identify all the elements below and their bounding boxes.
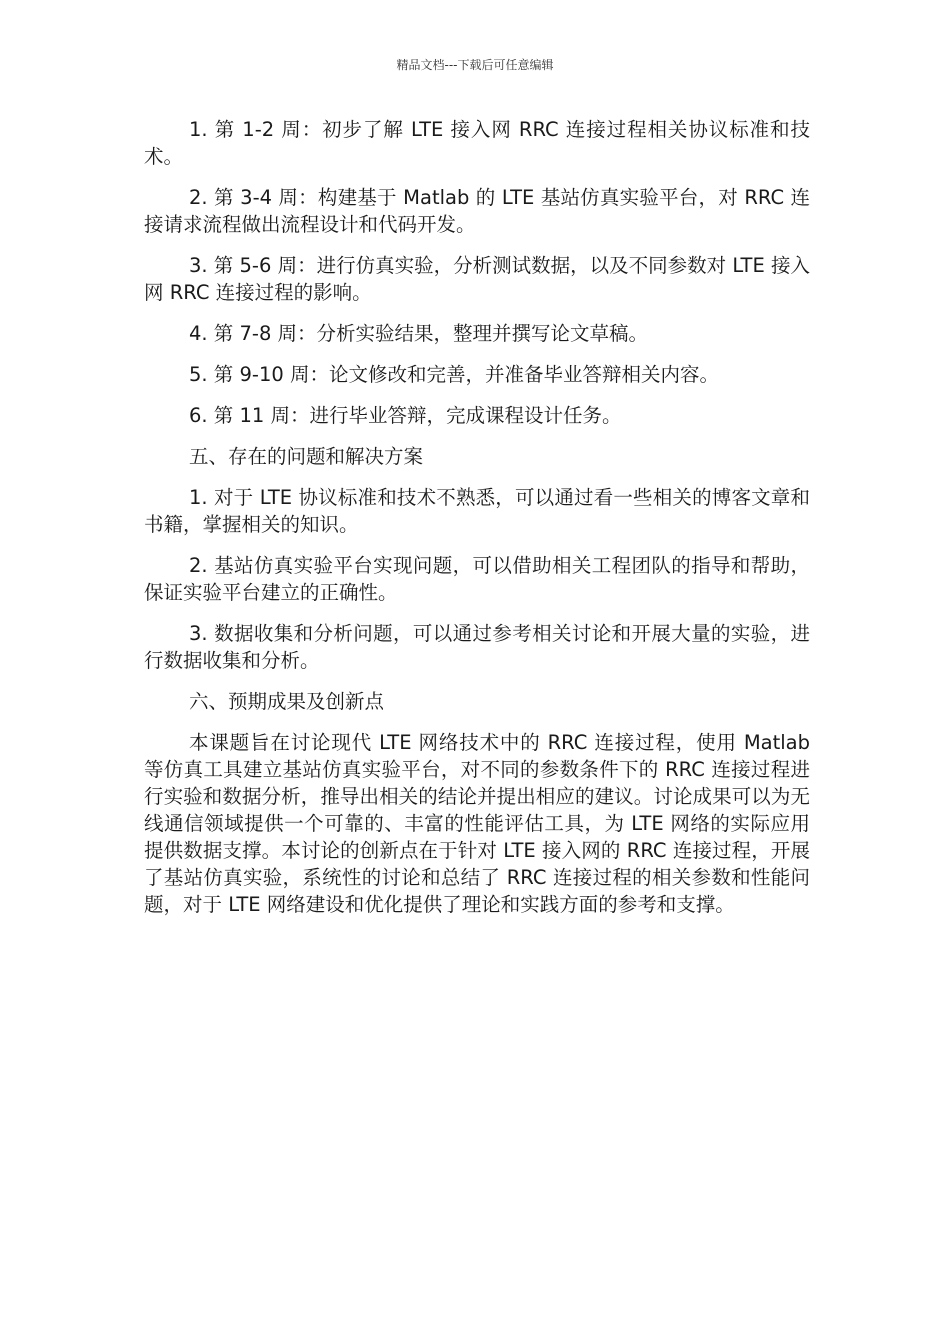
schedule-item-week-9-10: 5. 第 9-10 周：论文修改和完善，并准备毕业答辩相关内容。 [189,363,719,386]
schedule-item-week-7-8: 4. 第 7-8 周：分析实验结果，整理并撰写论文草稿。 [189,322,649,345]
section-heading-problems: 五、存在的问题和解决方案 [189,445,424,468]
problem-item-3: 3. 数据收集和分析问题，可以通过参考相关讨论和开展大量的实验，进行数据收集和分析。 [144,622,810,672]
outcomes-paragraph: 本课题旨在讨论现代 LTE 网络技术中的 RRC 连接过程，使用 Matlab 等仿真工具建立基站仿真实验平台，对不同的参数条件下的 RRC 连接过程进行实验和数据分析，推导出相关的结论并提出相应的建议。讨论成果可以为无线通信领域提供一个可靠的、丰富的性能评估工具，为 LTE 网络的实际应用提供数据支撑。本讨论的创新点在于针对 LTE 接入网的 RRC 连接过程，开展了基站仿真实验，系统性的讨论和总结了 RRC 连接过程的相关参数和性能问题，对于 LTE 网络建设和优化提供了理论和实践方面的参考和支撑。 [144,731,810,916]
schedule-item-week-3-4: 2. 第 3-4 周：构建基于 Matlab 的 LTE 基站仿真实验平台，对 RRC 连接请求流程做出流程设计和代码开发。 [144,186,810,236]
document-body [144,116,810,918]
schedule-item-week-5-6: 3. 第 5-6 周：进行仿真实验，分析测试数据，以及不同参数对 LTE 接入网 RRC 连接过程的影响。 [144,254,810,304]
problem-item-2: 2. 基站仿真实验平台实现问题，可以借助相关工程团队的指导和帮助，保证实验平台建立的正确性。 [144,554,810,604]
schedule-item-week-11: 6. 第 11 周：进行毕业答辩，完成课程设计任务。 [189,404,622,427]
page-header: 精品文档---下载后可任意编辑 [396,58,554,72]
section-heading-outcomes: 六、预期成果及创新点 [189,690,385,713]
schedule-item-week-1-2: 1. 第 1-2 周：初步了解 LTE 接入网 RRC 连接过程相关协议标准和技术。 [144,118,810,168]
problem-item-1: 1. 对于 LTE 协议标准和技术不熟悉，可以通过看一些相关的博客文章和书籍，掌握相关的知识。 [144,486,810,536]
